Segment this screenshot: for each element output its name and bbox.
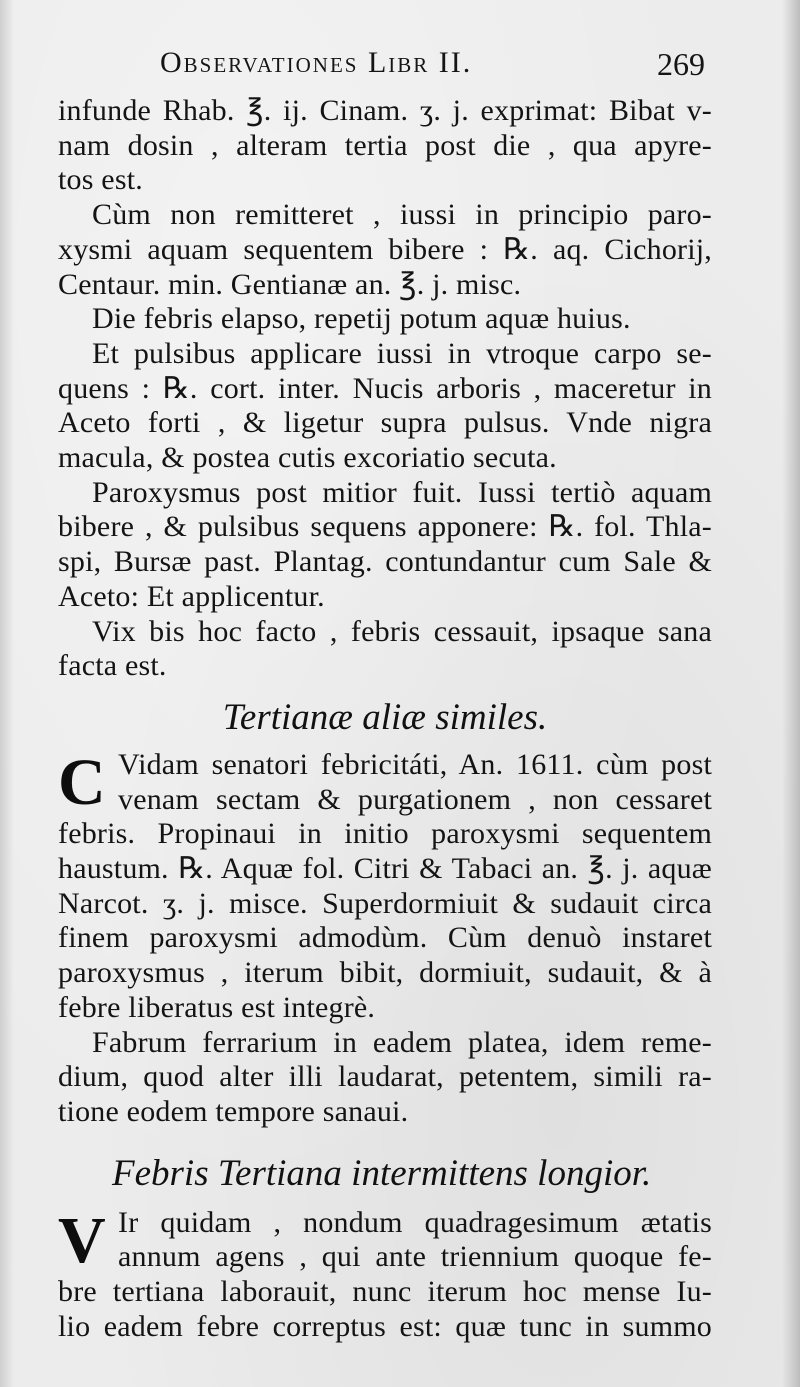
page-edge-right: [782, 0, 800, 1387]
text-line: febris. Propinaui in initio paroxysmi sequentem: [58, 817, 712, 851]
text-line: Aceto forti , & ligetur supra pulsus. Vnde nigra: [58, 406, 712, 440]
text-line: macula, & postea cutis excoriatio secuta.: [58, 441, 557, 475]
page-edge-left: [0, 0, 14, 1387]
paragraph-7: [58, 1026, 712, 1130]
text-line: Vidam senatori febricitáti, An. 1611. cùm post: [118, 747, 712, 781]
paragraph-6: [58, 615, 712, 684]
body-text: [58, 94, 712, 1345]
page-number: 269: [657, 46, 705, 82]
paragraph-2: [58, 198, 712, 302]
text-line: Aceto: Et applicentur.: [58, 579, 325, 613]
text-line: Ir quidam , nondum quadragesimum ætatis: [118, 1205, 712, 1239]
text-line: tos est.: [58, 163, 143, 197]
text-line: facta est.: [58, 649, 167, 683]
text-line: quens : ℞. cort. inter. Nucis arboris , maceretur in: [58, 371, 712, 405]
paragraph-3: [58, 302, 712, 337]
text-line: Fabrum ferrarium in eadem platea, idem reme-: [92, 1025, 712, 1059]
paragraph-drop-cap-2: [58, 1203, 712, 1345]
text-line: Et pulsibus applicare iussi in vtroque carpo se-: [92, 336, 712, 370]
text-line: venam sectam & purgationem , non cessaret: [118, 782, 712, 816]
text-line: febre liberatus est integrè.: [58, 990, 376, 1024]
text-line: haustum. ℞. Aquæ fol. Citri & Tabaci an. ℥. j. aquæ: [58, 852, 712, 886]
text-line: Centaur. min. Gentianæ an. ℥. j. misc.: [58, 267, 522, 301]
paragraph-1: [58, 94, 712, 198]
text-line: Die febris elapso, repetij potum aquæ huius.: [92, 302, 631, 336]
text-line: nam dosin , alteram tertia post die , qua apyre-: [58, 128, 712, 162]
text-line: bibere , & pulsibus sequens apponere: ℞. fol. Thla-: [58, 510, 712, 544]
text-line: bre tertiana laborauit, nunc iterum hoc mense Iu-: [58, 1275, 712, 1309]
text-line: tione eodem tempore sanaui.: [58, 1094, 409, 1128]
text-line: Paroxysmus post mitior fuit. Iussi tertiò aquam: [92, 475, 712, 509]
drop-cap: V: [58, 1203, 106, 1277]
text-line: paroxysmus , iterum bibit, dormiuit, sudauit, & à: [58, 956, 712, 990]
text-line: xysmi aquam sequentem bibere : ℞. aq. Cichorij,: [58, 232, 712, 266]
text-line: dium, quod alter illi laudarat, petentem, simili ra-: [58, 1060, 712, 1094]
text-line: infunde Rhab. ℥. ij. Cinam. ʒ. j. exprimat: Bibat v-: [58, 94, 712, 127]
text-line: finem paroxysmi admodùm. Cùm denuò instaret: [58, 921, 712, 955]
text-line: annum agens , qui ante triennium quoque fe-: [118, 1240, 712, 1274]
text-line: Narcot. ʒ. j. misce. Superdormiuit & sudauit circa: [58, 886, 712, 920]
paragraph-drop-cap-1: [58, 745, 712, 1026]
page-header: [160, 46, 705, 90]
text-line: spi, Bursæ past. Plantag. contundantur cum Sale &: [58, 545, 712, 579]
section-title-tertianae: Tertianæ aliæ similes.: [222, 696, 548, 738]
paragraph-4: [58, 337, 712, 476]
paragraph-5: [58, 476, 712, 615]
text-line: Vix bis hoc facto , febris cessauit, ipsaque sana: [92, 614, 712, 648]
running-title: Observationes Libr II.: [160, 46, 473, 79]
text-line: Cùm non remitteret , iussi in principio paro-: [92, 198, 712, 232]
drop-cap: C: [58, 745, 106, 819]
section-title-febris-tertiana: Febris Tertiana intermittens longior.: [112, 1152, 652, 1194]
text-line: lio eadem febre correptus est: quæ tunc in summo: [58, 1309, 712, 1343]
